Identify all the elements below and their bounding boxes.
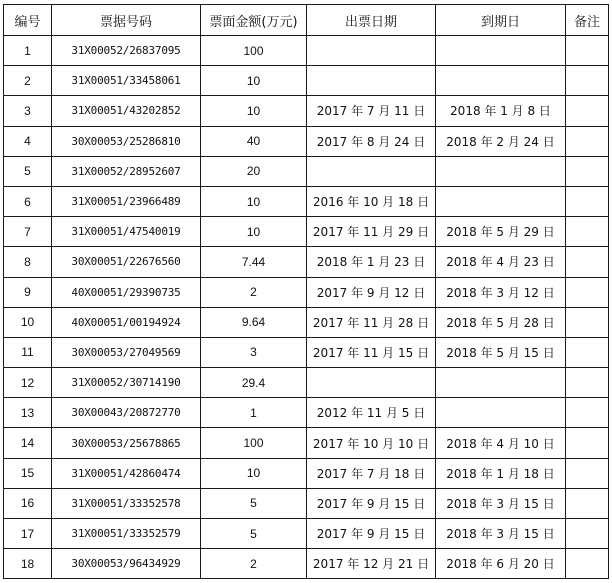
cell-no: 17 [4, 519, 52, 549]
cell-issue-date: 2017 年 10 月 10 日 [307, 428, 436, 458]
header-note: 备注 [566, 5, 609, 36]
cell-note [566, 337, 609, 367]
table-row [4, 156, 609, 186]
cell-ticket-number: 31X00052/26837095 [52, 36, 201, 66]
cell-due-date: 2018 年 6 月 20 日 [436, 549, 566, 579]
cell-issue-date: 2017 年 7 月 11 日 [307, 96, 436, 126]
cell-face-amount: 5 [201, 519, 307, 549]
cell-no: 16 [4, 488, 52, 518]
cell-due-date: 2018 年 5 月 29 日 [436, 217, 566, 247]
cell-issue-date: 2017 年 7 月 18 日 [307, 458, 436, 488]
cell-due-date [436, 186, 566, 216]
cell-ticket-number: 40X00051/29390735 [52, 277, 201, 307]
cell-note [566, 458, 609, 488]
cell-face-amount: 10 [201, 217, 307, 247]
cell-ticket-number: 31X00051/33352579 [52, 519, 201, 549]
cell-face-amount: 10 [201, 96, 307, 126]
cell-no: 14 [4, 428, 52, 458]
cell-issue-date: 2012 年 11 月 5 日 [307, 398, 436, 428]
table-row [4, 549, 609, 579]
cell-face-amount: 7.44 [201, 247, 307, 277]
cell-ticket-number: 30X00053/25678865 [52, 428, 201, 458]
table-row [4, 247, 609, 277]
cell-due-date: 2018 年 4 月 10 日 [436, 428, 566, 458]
cell-no: 11 [4, 337, 52, 367]
cell-face-amount: 10 [201, 186, 307, 216]
header-face-amount: 票面金额(万元) [201, 5, 307, 36]
cell-ticket-number: 31X00052/30714190 [52, 368, 201, 398]
cell-ticket-number: 31X00051/43202852 [52, 96, 201, 126]
cell-ticket-number: 31X00051/47540019 [52, 217, 201, 247]
cell-ticket-number: 30X00051/22676560 [52, 247, 201, 277]
cell-note [566, 217, 609, 247]
cell-face-amount: 40 [201, 126, 307, 156]
cell-due-date [436, 368, 566, 398]
cell-note [566, 156, 609, 186]
cell-face-amount: 20 [201, 156, 307, 186]
cell-ticket-number: 30X00053/96434929 [52, 549, 201, 579]
header-due-date: 到期日 [436, 5, 566, 36]
cell-issue-date: 2017 年 9 月 15 日 [307, 488, 436, 518]
table-row [4, 186, 609, 216]
cell-issue-date: 2017 年 11 月 15 日 [307, 337, 436, 367]
cell-due-date [436, 36, 566, 66]
cell-ticket-number: 31X00051/42860474 [52, 458, 201, 488]
cell-no: 1 [4, 36, 52, 66]
cell-ticket-number: 31X00051/33352578 [52, 488, 201, 518]
cell-issue-date: 2017 年 9 月 15 日 [307, 519, 436, 549]
table-row [4, 96, 609, 126]
table-row [4, 277, 609, 307]
cell-note [566, 368, 609, 398]
cell-note [566, 36, 609, 66]
cell-due-date: 2018 年 3 月 15 日 [436, 519, 566, 549]
cell-ticket-number: 40X00051/00194924 [52, 307, 201, 337]
table-row [4, 307, 609, 337]
cell-face-amount: 10 [201, 66, 307, 96]
cell-issue-date [307, 368, 436, 398]
cell-issue-date: 2018 年 1 月 23 日 [307, 247, 436, 277]
cell-due-date: 2018 年 1 月 8 日 [436, 96, 566, 126]
cell-issue-date: 2017 年 12 月 21 日 [307, 549, 436, 579]
cell-no: 6 [4, 186, 52, 216]
cell-no: 15 [4, 458, 52, 488]
cell-no: 5 [4, 156, 52, 186]
table-row [4, 488, 609, 518]
cell-no: 7 [4, 217, 52, 247]
cell-face-amount: 5 [201, 488, 307, 518]
cell-due-date: 2018 年 3 月 15 日 [436, 488, 566, 518]
table-row [4, 368, 609, 398]
cell-note [566, 428, 609, 458]
cell-face-amount: 29.4 [201, 368, 307, 398]
table-row [4, 428, 609, 458]
cell-ticket-number: 31X00052/28952607 [52, 156, 201, 186]
cell-ticket-number: 30X00053/27049569 [52, 337, 201, 367]
cell-face-amount: 9.64 [201, 307, 307, 337]
bill-table [3, 4, 609, 579]
cell-no: 13 [4, 398, 52, 428]
cell-face-amount: 1 [201, 398, 307, 428]
cell-no: 18 [4, 549, 52, 579]
cell-due-date: 2018 年 4 月 23 日 [436, 247, 566, 277]
cell-note [566, 488, 609, 518]
cell-note [566, 307, 609, 337]
table-row [4, 458, 609, 488]
cell-no: 10 [4, 307, 52, 337]
cell-note [566, 398, 609, 428]
cell-ticket-number: 31X00051/23966489 [52, 186, 201, 216]
cell-due-date [436, 398, 566, 428]
cell-issue-date [307, 156, 436, 186]
cell-issue-date: 2017 年 9 月 12 日 [307, 277, 436, 307]
cell-ticket-number: 31X00051/33458061 [52, 66, 201, 96]
table-row [4, 66, 609, 96]
cell-due-date [436, 66, 566, 96]
cell-due-date: 2018 年 5 月 28 日 [436, 307, 566, 337]
cell-note [566, 126, 609, 156]
cell-issue-date [307, 36, 436, 66]
cell-ticket-number: 30X00043/20872770 [52, 398, 201, 428]
cell-face-amount: 100 [201, 36, 307, 66]
cell-no: 12 [4, 368, 52, 398]
cell-ticket-number: 30X00053/25286810 [52, 126, 201, 156]
cell-note [566, 277, 609, 307]
cell-note [566, 66, 609, 96]
cell-note [566, 519, 609, 549]
table-row [4, 126, 609, 156]
cell-due-date [436, 156, 566, 186]
cell-note [566, 549, 609, 579]
cell-due-date: 2018 年 1 月 18 日 [436, 458, 566, 488]
cell-due-date: 2018 年 2 月 24 日 [436, 126, 566, 156]
cell-note [566, 96, 609, 126]
cell-no: 4 [4, 126, 52, 156]
cell-note [566, 186, 609, 216]
header-ticket-number: 票据号码 [52, 5, 201, 36]
cell-due-date: 2018 年 5 月 15 日 [436, 337, 566, 367]
cell-face-amount: 3 [201, 337, 307, 367]
cell-face-amount: 10 [201, 458, 307, 488]
cell-no: 2 [4, 66, 52, 96]
header-row [4, 5, 609, 36]
cell-face-amount: 2 [201, 277, 307, 307]
cell-issue-date: 2017 年 8 月 24 日 [307, 126, 436, 156]
cell-issue-date: 2017 年 11 月 28 日 [307, 307, 436, 337]
cell-issue-date: 2016 年 10 月 18 日 [307, 186, 436, 216]
cell-face-amount: 2 [201, 549, 307, 579]
cell-due-date: 2018 年 3 月 12 日 [436, 277, 566, 307]
header-issue-date: 出票日期 [307, 5, 436, 36]
header-no: 编号 [4, 5, 52, 36]
table-row [4, 519, 609, 549]
cell-no: 8 [4, 247, 52, 277]
cell-no: 3 [4, 96, 52, 126]
cell-no: 9 [4, 277, 52, 307]
cell-issue-date [307, 66, 436, 96]
table-row [4, 36, 609, 66]
cell-note [566, 247, 609, 277]
table-row [4, 398, 609, 428]
table-row [4, 217, 609, 247]
cell-issue-date: 2017 年 11 月 29 日 [307, 217, 436, 247]
table-row [4, 337, 609, 367]
cell-face-amount: 100 [201, 428, 307, 458]
